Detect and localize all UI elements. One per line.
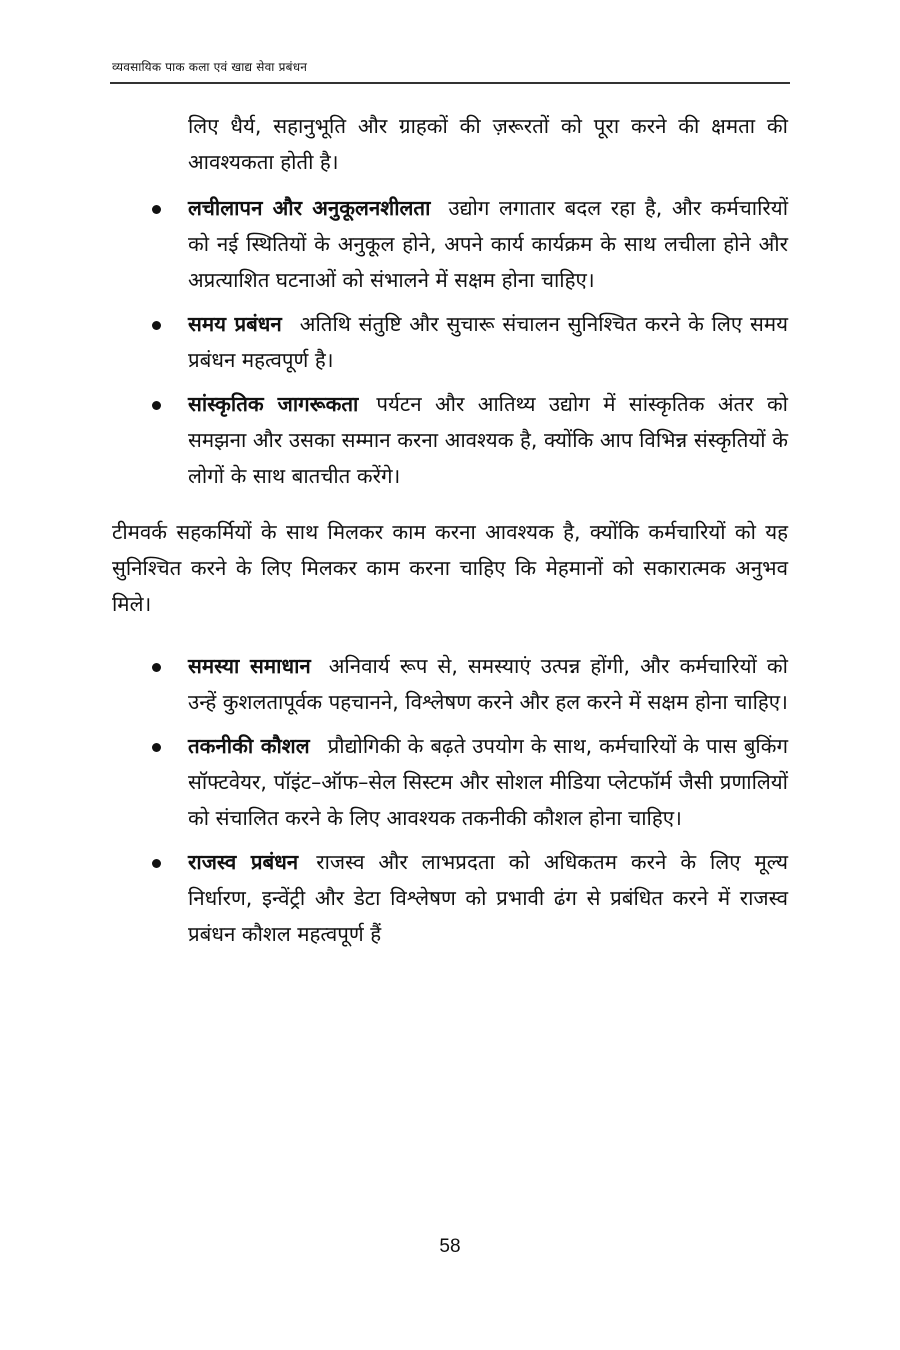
bullet-icon xyxy=(152,663,161,672)
running-header-title: व्यवसायिक पाक कला एवं खाद्य सेवा प्रबंधन xyxy=(112,60,308,74)
bullet-term: सांस्कृतिक जागरूकता xyxy=(188,392,359,416)
bullet-icon xyxy=(152,401,161,410)
list-item xyxy=(112,648,788,720)
bullet-icon xyxy=(152,743,161,752)
header-divider xyxy=(110,82,790,84)
bullet-term: तकनीकी कौशल xyxy=(188,734,310,758)
bullet-text: अनिवार्य रूप से, समस्याएं उत्पन्न होंगी, और कर्मचारियों को उन्हें कुशलतापूर्वक पहचानने, विश्लेषण करने और हल करने में सक्षम होना चाहिए। xyxy=(188,654,788,714)
list-item xyxy=(112,386,788,494)
continued-paragraph: लिए धैर्य, सहानुभूति और ग्राहकों की ज़रूरतों को पूरा करने की क्षमता की आवश्यकता होती है। xyxy=(188,114,788,174)
bullet-text: प्रौद्योगिकी के बढ़ते उपयोग के साथ, कर्मचारियों के पास बुकिंग सॉफ्टवेयर, पॉइंट–ऑफ–सेल सिस्टम और सोशल मीडिया प्लेटफॉर्म जैसी प्रणालियों को संचालित करने के लिए आवश्यक तकनीकी कौशल होना चाहिए। xyxy=(188,734,789,830)
skills-list-second xyxy=(112,648,788,952)
list-item xyxy=(112,306,788,378)
bullet-text: अतिथि संतुष्टि और सुचारू संचालन सुनिश्चित करने के लिए समय प्रबंधन महत्वपूर्ण है। xyxy=(188,312,788,372)
teamwork-paragraph: टीमवर्क सहकर्मियों के साथ मिलकर काम करना आवश्यक है, क्योंकि कर्मचारियों को यह सुनिश्चित करने के लिए मिलकर काम करना चाहिए कि मेहमानों को सकारात्मक अनुभव मिले। xyxy=(112,520,788,616)
bullet-text: राजस्व और लाभप्रदता को अधिकतम करने के लिए मूल्य निर्धारण, इन्वेंट्री और डेटा विश्लेषण को प्रभावी ढंग से प्रबंधित करने में राजस्व प्रबंधन कौशल महत्वपूर्ण हैं xyxy=(188,850,788,946)
bullet-icon xyxy=(152,205,161,214)
page-number: 58 xyxy=(439,1236,461,1257)
bullet-term: समस्या समाधान xyxy=(188,654,311,678)
skills-list-first xyxy=(112,190,788,494)
bullet-term: राजस्व प्रबंधन xyxy=(188,850,299,874)
list-item xyxy=(112,844,788,952)
list-item xyxy=(112,190,788,298)
bullet-icon xyxy=(152,321,161,330)
list-item xyxy=(112,728,788,836)
bullet-term: लचीलापन और अनुकूलनशीलता xyxy=(188,196,431,220)
bullet-term: समय प्रबंधन xyxy=(188,312,282,336)
bullet-text: उद्योग लगातार बदल रहा है, और कर्मचारियों को नई स्थितियों के अनुकूल होने, अपने कार्य कार्यक्रम के साथ लचीला होने और अप्रत्याशित घटनाओं को संभालने में सक्षम होना चाहिए। xyxy=(188,196,788,292)
page-body xyxy=(112,108,788,960)
bullet-icon xyxy=(152,859,161,868)
bullet-text: पर्यटन और आतिथ्य उद्योग में सांस्कृतिक अंतर को समझना और उसका सम्मान करना आवश्यक है, क्योंकि आप विभिन्न संस्कृतियों के लोगों के साथ बातचीत करेंगे। xyxy=(188,392,788,488)
